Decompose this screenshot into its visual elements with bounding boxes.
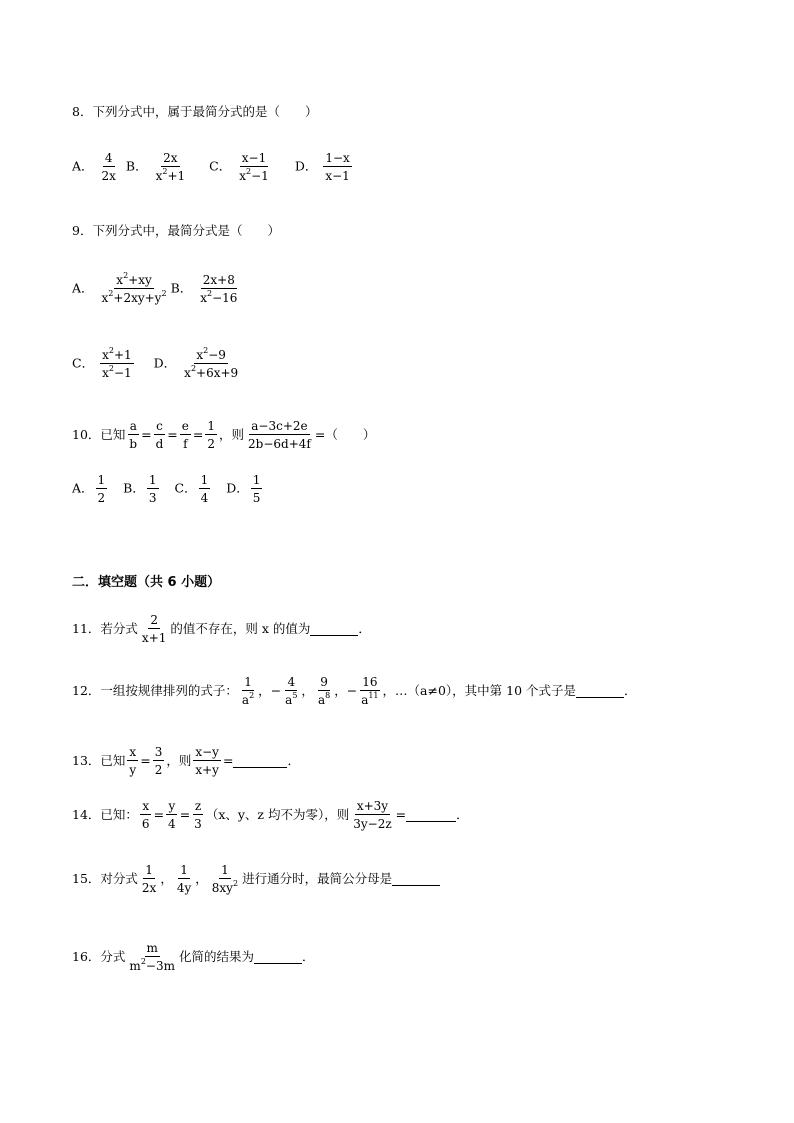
option-label: D． (294, 158, 318, 174)
question-15: 15． 对分式 $\frac{1}{2x}$ ， $\frac{1}{4y}$ ， $\frac{1}{8xy^2}$ 进行通分时，最简公分母是 (72, 864, 440, 894)
question-number: 13． (72, 752, 101, 768)
question-number: 16． (72, 948, 101, 964)
denominator: 2x (101, 169, 116, 183)
question-9-options-ab (72, 271, 241, 305)
denominator: $x^2+6x+9$ (184, 364, 239, 380)
option-b: B． $\frac{1}{3}$ (123, 473, 157, 505)
option-a: A． $\frac{1}{2}$ (72, 473, 106, 505)
denominator: $x^2-16$ (200, 289, 238, 305)
option-a (72, 152, 120, 182)
option-d: D． $\frac{1}{5}$ (226, 473, 261, 505)
question-9 (72, 225, 280, 238)
question-number: 10． (72, 426, 101, 442)
question-number: 11． (72, 620, 101, 636)
fraction: $\frac{1}{2}$ (207, 419, 215, 451)
fraction: $\frac{2}{x+1}$ (141, 613, 167, 645)
option-d (153, 346, 243, 380)
option-label: D． (153, 355, 177, 371)
fraction (237, 152, 271, 182)
question-8 (72, 106, 317, 119)
option-a (72, 271, 171, 305)
fraction: $\frac{4}{a^5}$ (285, 675, 298, 707)
denominator: $x^2+2xy+y^2$ (101, 289, 167, 305)
denominator: $x^2-1$ (102, 364, 132, 380)
question-8-options (72, 152, 354, 182)
fraction (154, 152, 188, 182)
minus-sign: − (346, 682, 358, 698)
numerator: x−1 (241, 151, 267, 165)
question-text: 一组按规律排列的式子： (100, 682, 238, 698)
fraction: $\frac{e}{f}$ (181, 419, 189, 451)
option-c (209, 152, 273, 182)
answer-blank[interactable] (576, 685, 624, 698)
question-16: 16． 分式 $\frac{m}{m^2-3m}$ 化简的结果为 ． (72, 941, 315, 973)
fraction: $\frac{c}{d}$ (155, 419, 164, 451)
option-c: C． $\frac{1}{4}$ (174, 473, 209, 505)
option-c (72, 346, 136, 380)
option-label: B． (170, 280, 193, 296)
fraction (100, 271, 169, 305)
option-label: B． (125, 158, 148, 174)
question-text: ，…（a≠0），其中第 10 个式子是 (382, 682, 577, 698)
question-text: 下列分式中，属于最简分式的是（ ） (92, 104, 318, 119)
equals-sign: = (141, 426, 152, 442)
answer-blank[interactable] (254, 951, 302, 964)
numerator: $x^2+xy$ (116, 271, 152, 287)
option-d (295, 152, 354, 182)
numerator: $x^2-9$ (196, 346, 226, 362)
question-text: 的值不存在，则 x 的值为 (170, 620, 311, 636)
fraction: $\frac{9}{a^8}$ (317, 675, 331, 707)
fraction (100, 152, 118, 182)
minus-sign: − (270, 682, 282, 698)
fraction: $\frac{1}{a^2}$ (241, 675, 255, 707)
question-number: 9． (72, 223, 93, 238)
denominator: $x^2+1$ (155, 167, 186, 183)
numerator: 4 (104, 151, 113, 165)
answer-blank[interactable] (310, 623, 358, 636)
question-text: 已知 (100, 426, 126, 442)
question-text: 对分式 (100, 870, 138, 886)
option-b (126, 152, 189, 182)
answer-blank[interactable] (406, 809, 456, 822)
question-text: 已知 (100, 752, 126, 768)
question-text: 若分式 (100, 620, 138, 636)
question-13: 13． 已知 $\frac{x}{y}$ = $\frac{3}{2}$ ，则 $\frac{x-y}{x+y}$ = ． (72, 745, 300, 777)
question-11: 11． 若分式 $\frac{2}{x+1}$ 的值不存在，则 x 的值为 ． (72, 613, 371, 645)
option-label: C． (209, 158, 232, 174)
option-label: C． (72, 355, 95, 371)
question-10 (72, 420, 375, 450)
numerator: 1−x (325, 151, 350, 165)
question-text: ，则 (219, 426, 245, 442)
fraction (182, 346, 240, 380)
fraction (100, 346, 134, 380)
fraction: $\frac{16}{a^{11}}$ (361, 675, 379, 707)
question-text: =（ ） (314, 426, 376, 442)
numerator: $x^2+1$ (102, 346, 132, 362)
question-number: 15． (72, 870, 101, 886)
numerator: 2x (163, 151, 178, 165)
option-label: A． (72, 158, 94, 174)
denominator: $x^2-1$ (239, 167, 269, 183)
question-text: 分式 (100, 948, 126, 964)
answer-blank[interactable] (233, 755, 287, 768)
equals-sign: = (167, 426, 178, 442)
option-label: A． (72, 280, 94, 296)
denominator: x−1 (325, 169, 350, 183)
question-9-options-cd (72, 346, 242, 380)
fraction (323, 152, 351, 182)
fraction: $\frac{a}{b}$ (129, 419, 138, 451)
section-heading: 二．填空题（共 6 小题） (72, 575, 221, 590)
fraction (198, 274, 239, 304)
answer-blank[interactable] (392, 873, 440, 886)
question-number: 8． (72, 104, 93, 119)
numerator: 2x+8 (202, 273, 235, 287)
question-number: 14． (72, 806, 101, 822)
question-12: 12． 一组按规律排列的式子： $\frac{1}{a^2}$ ， − $\frac{4}{a^5}$ ， $\frac{9}{a^8}$ ， − $\frac{16}{a^{11}}$ ，…（a≠0），其中第 10 个式子是 ． (72, 675, 637, 707)
option-b (171, 274, 242, 304)
question-text: 已知： (100, 806, 138, 822)
question-10-options (72, 474, 264, 504)
equals-sign: = (192, 426, 204, 442)
question-text: 下列分式中，最简分式是（ ） (92, 223, 280, 238)
question-number: 12． (72, 682, 101, 698)
fraction: $\frac{a-3c+2e}{2b-6d+4f}$ (248, 419, 311, 451)
question-14: 14． 已知： $\frac{x}{6}$ = $\frac{y}{4}$ = $\frac{z}{3}$ （x、y、z 均不为零），则 $\frac{x+3y}{3y-2z}$ = ． (72, 799, 469, 831)
